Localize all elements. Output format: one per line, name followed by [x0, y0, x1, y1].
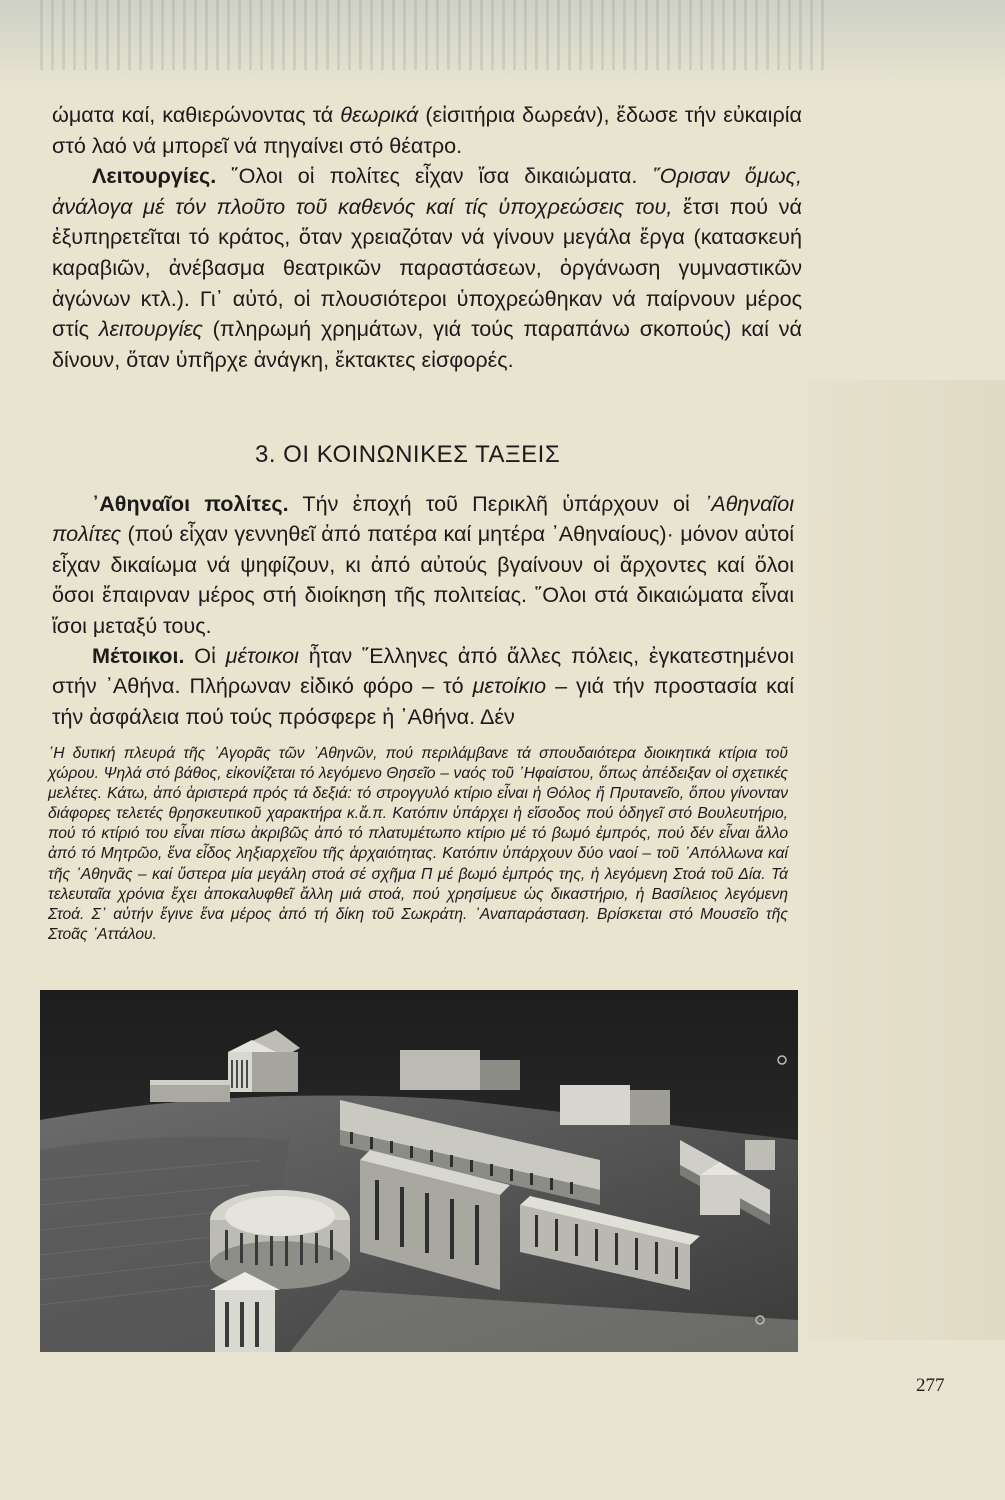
body-text-classes: [52, 489, 794, 732]
paragraph-theorika: ώματα καί, καθιερώνοντας τά θεωρικά (εἰσιτήρια δωρεάν), ἔδωσε τήν εὐκαιρία στό λαό νά μπορεῖ νά πηγαίνει στό θέατρο.: [52, 102, 803, 158]
term-athenian-citizens: ᾿Αθηναῖοι πολίτες.: [92, 491, 289, 516]
tholos: [210, 1190, 350, 1289]
term-leitourgies: Λειτουργίες.: [92, 163, 217, 189]
paragraph-athenian-citizens: ᾿Αθηναῖοι πολίτες. Τήν ἐποχή τοῦ Περικλῆ ὑπάρχουν οἱ ᾿Αθηναῖοι πολίτες (πού εἶχαν γεννηθεῖ ἀπό πατέρα καί μητέρα ᾿Αθηναίους)· μόνον αὐτοί εἶχαν δικαίωμα νά ψηφίζουν, κι ἀπό αὐτούς βγαίνουν οἱ ἄρχοντες καί ὅλοι ὅσοι ἔπαιρναν μέρος στή διοίκηση τῆς πολιτείας. ῞Ολοι στά δικαιώματα εἶναι ἴσοι μεταξύ τους.: [52, 491, 795, 638]
top-bleed-image-fragment: [0, 0, 1005, 92]
caption-text: ῾Η δυτική πλευρά τῆς ᾿Αγορᾶς τῶν ᾿Αθηνῶν, πού περιλάμβανε τά σπουδαιότερα διοικητικά κτίρια τοῦ χώρου. Ψηλά στό βάθος, εἰκονίζεται τό λεγόμενο Θησεῖο – ναός τοῦ ῾Ηφαίστου, ὅπως ἀπέδειξαν οἱ σχετικές μελέτες. Κάτω, ἀπό ἀριστερά πρός τά δεξιά: τό στρογγυλό κτίριο εἶναι ἡ Θόλος ἤ Πρυτανεῖο, ὅπου γίνονταν διάφορες τελετές θρησκευτικοῦ χαρακτήρα κ.ἄ.π. Κατόπιν ὑπάρχει ἡ εἴσοδος πού ὁδηγεῖ στό Βουλευτήριο, πού τό κτίριό του εἶναι πίσω ἀκριβῶς ἀπό τό πλατυμέτωπο κτίριο μέ τό βωμό ἐμπρός, πού δέν εἶναι ἄλλο ἀπό τό Μητρῶο, ἕνα εἶδος ληξιαρχεῖου τῆς ἀρχαιότητας. Κατόπιν ὑπάρχουν δύο ναοί – τοῦ ᾿Απόλλωνα καί τῆς ᾿Αθηνᾶς – καί ὕστερα μία μεγάλη στοά σέ σχῆμα Π μέ βωμό ἐμπρός της, ἡ λεγόμενη Στοά τοῦ Δία. Τά τελευταῖα χρόνια ἔχει ἀποκαλυφθεῖ ἄλλη μιά στοά, πού χρησίμευε ὡς δικαστήριο, ἡ Βασίλειος λεγόμενη Στοά. Σ᾿ αὐτήν ἔγινε ἕνα μέρος ἀπό τή δίκη τοῦ Σωκράτη. ᾿Αναπαράσταση. Βρίσκεται στό Μουσεῖο τῆς Στοᾶς ᾿Αττάλου.: [48, 745, 788, 943]
body-text-top: [52, 100, 802, 375]
paragraph-leitourgies: Λειτουργίες. ῞Ολοι οἱ πολίτες εἶχαν ἴσα δικαιώματα. ῞Ορισαν ὅμως, ἀνάλογα μέ τόν πλοῦτο τοῦ καθενός καί τίς ὑποχρεώσεις του, ἔτσι πού νά ἐξυπηρετεῖται τό κράτος, ὅταν χρειαζόταν νά γίνουν μεγάλα ἔργα (κατασκευή καραβιῶν, ἀνέβασμα θεατρικῶν παραστάσεων, ὀργάνωση γυμναστικῶν ἀγώνων κτλ.). Γι᾿ αὐτό, οἱ πλουσιότεροι ὑποχρεώθηκαν νά παίρνουν μέρος στίς λειτουργίες (πληρωμή χρημάτων, γιά τούς παραπάνω σκοπούς) καί νά δίνουν, ὅταν ὑπῆρχε ἀνάγκη, ἔκτακτες εἰσφορές.: [52, 163, 803, 372]
page-number: 277: [916, 1375, 945, 1396]
show-through-shadow: [808, 380, 1005, 1340]
paragraph-metoikoi: Μέτοικοι. Οἱ μέτοικοι ἦταν ῞Ελληνες ἀπό ἄλλες πόλεις, ἐγκατεστημένοι στήν ᾿Αθήνα. Πλήρωναν εἰδικό φόρο – τό μετοίκιο – γιά τήν προστασία καί τήν ἀσφάλεια πού τούς πρόσφερε ἡ ᾿Αθήνα. Δέν: [52, 643, 794, 729]
section-heading: 3. ΟΙ ΚΟΙΝΩΝΙΚΕΣ ΤΑΞΕΙΣ: [255, 441, 561, 468]
agora-model-photo: [40, 990, 798, 1352]
term-metoikoi: Μέτοικοι.: [92, 643, 185, 669]
agora-model-illustration: [40, 990, 798, 1352]
figure-caption: [48, 744, 788, 945]
